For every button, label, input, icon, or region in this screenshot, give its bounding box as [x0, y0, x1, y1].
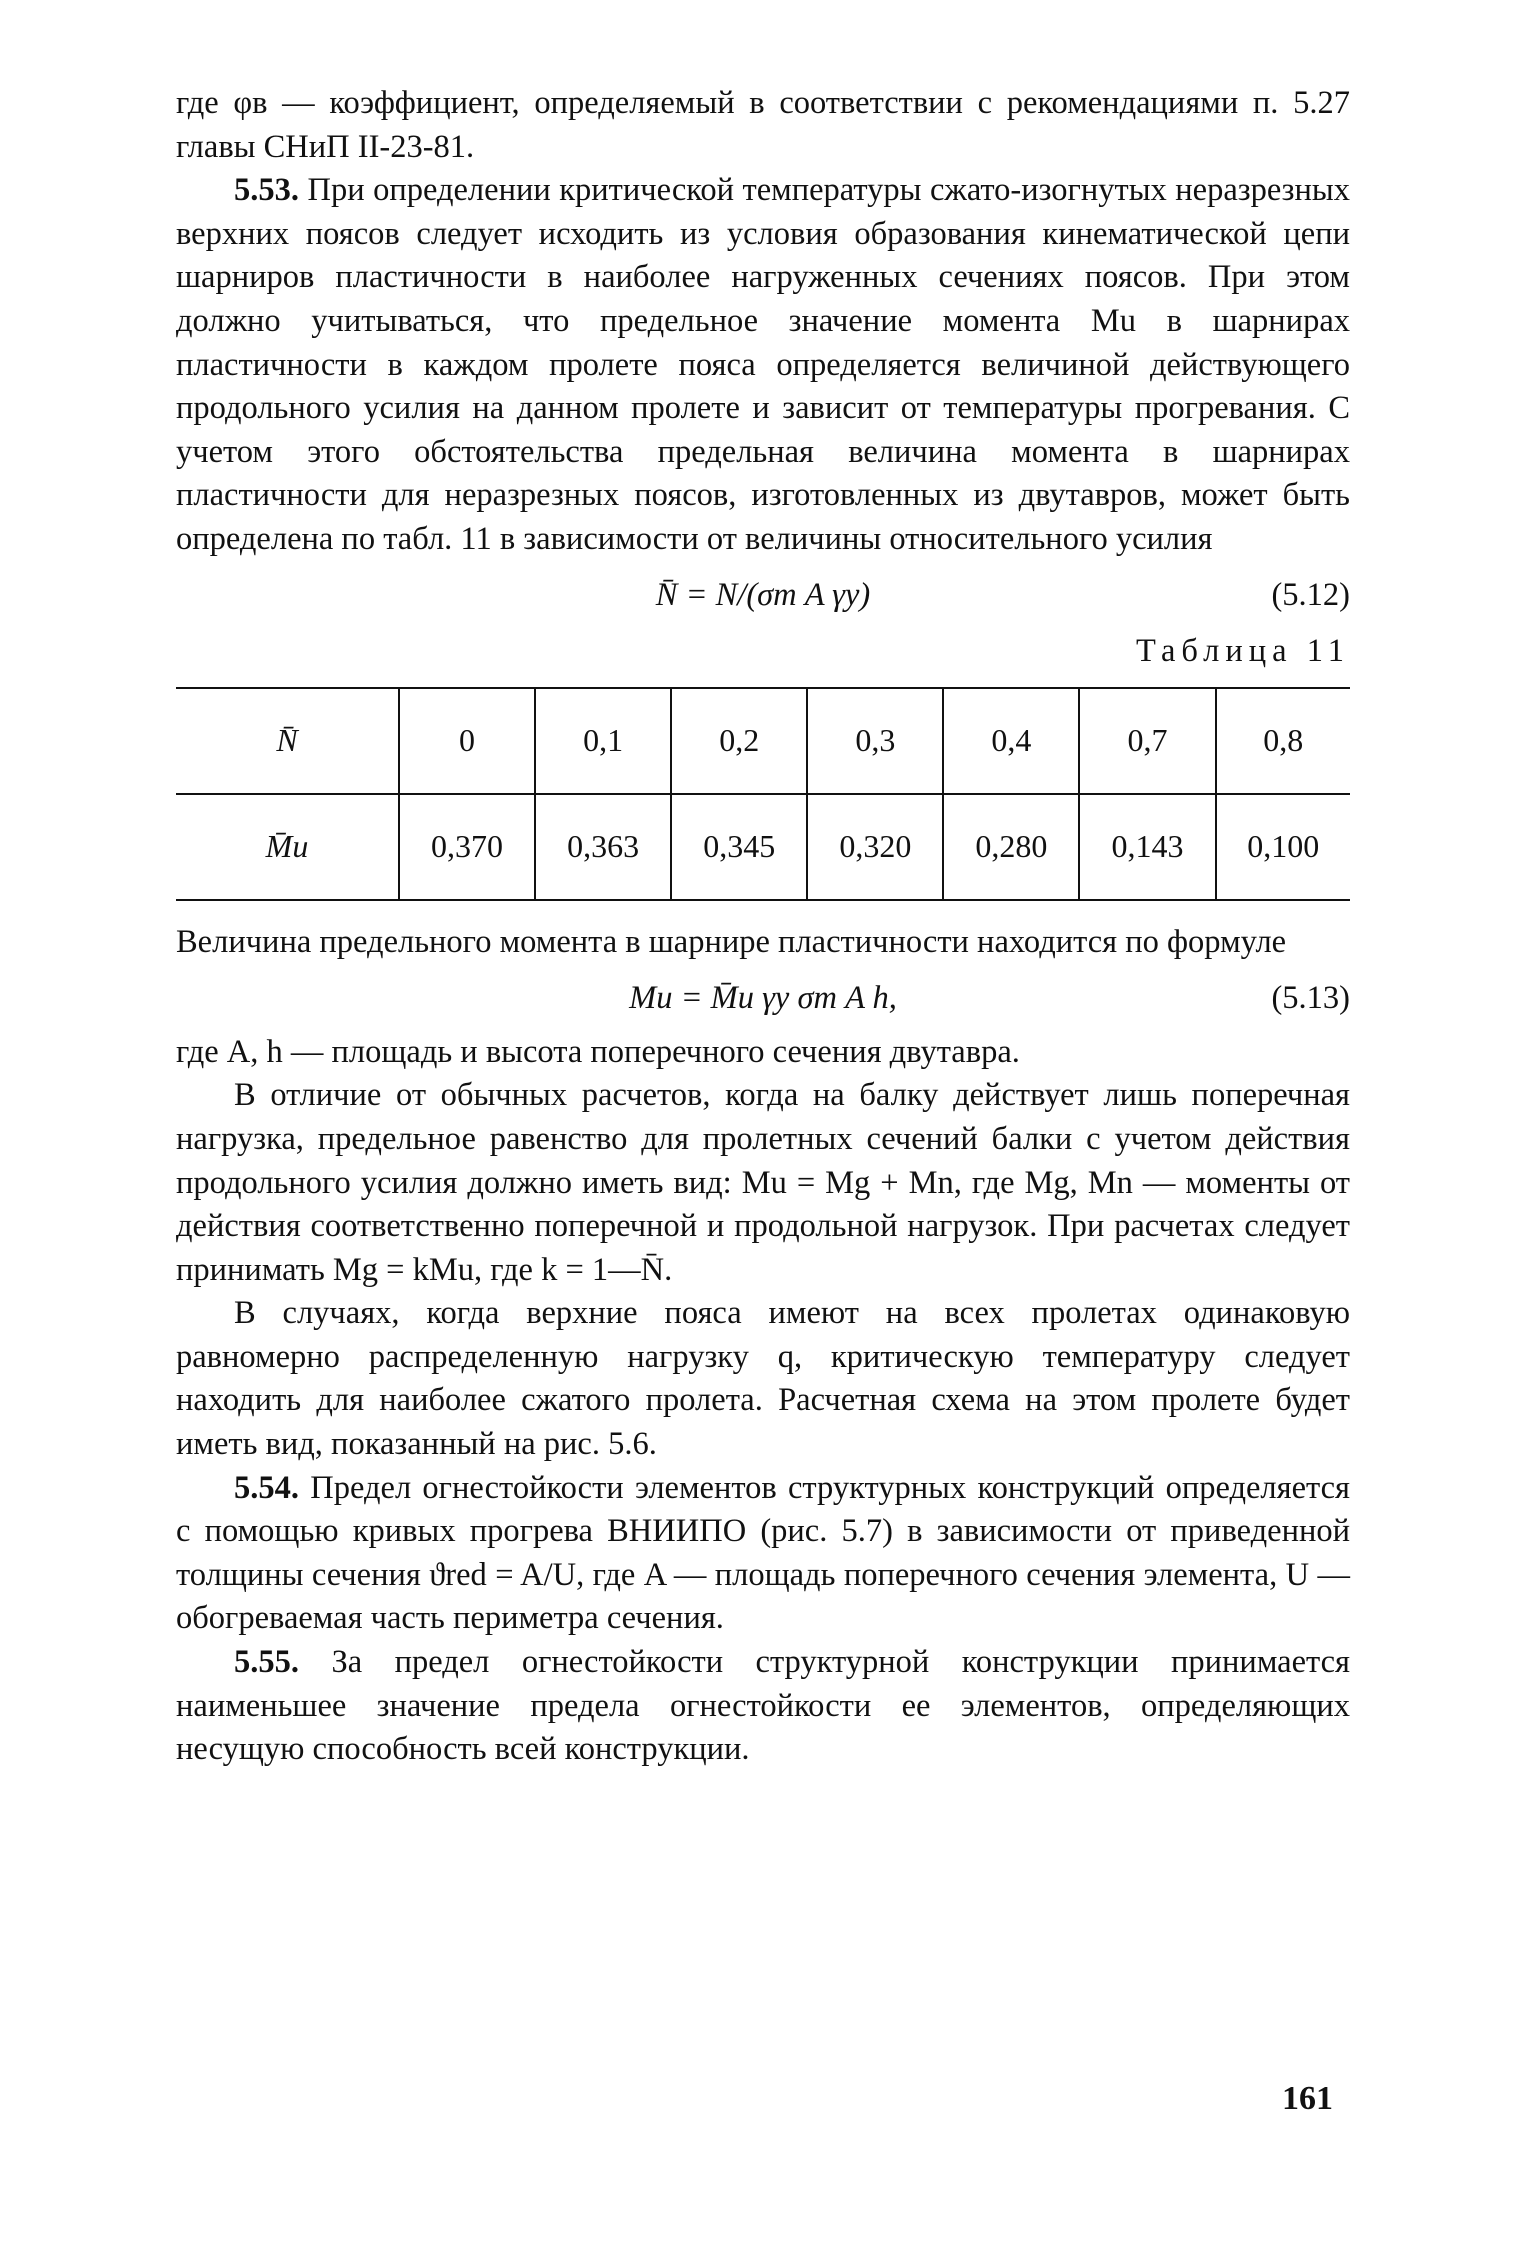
table-cell: 0,100: [1216, 794, 1350, 900]
table-cell: 0,345: [671, 794, 807, 900]
section-text: При определении критической температуры сжато-изогнутых неразрезных верхних поясов следует исходить из условия образования кинематической цепи шарниров пластичности в наиболее нагруженных сечениях поясов. При этом должно учитываться, что предельное значение момента Mu в шарнирах пластичности в каждом пролете пояса определяется величиной действующего продольного усилия на данном пролете и зависит от температуры прогревания. С учетом этого обстоятельства предельная величина момента в шарнирах пластичности для неразрезных поясов, изготовленных из двутавров, может быть определена по табл. 11 в зависимости от величины относительного усилия: [176, 172, 1351, 557]
row-label-mu: M̄u: [265, 828, 309, 865]
section-number: 5.55.: [234, 1644, 299, 1681]
section-number: 5.53.: [234, 172, 299, 209]
table-cell: 0,1: [535, 688, 671, 794]
page-number: 161: [1282, 2080, 1333, 2117]
table-row: [176, 688, 1350, 794]
section-5-54: [176, 1467, 1350, 1641]
table-cell: 0,320: [807, 794, 943, 900]
moment-paragraph: Величина предельного момента в шарнире пластичности находится по формуле: [176, 924, 1287, 961]
table-cell: 0: [399, 688, 535, 794]
row-label-n: N̄: [176, 688, 399, 794]
equation-body: Mu = M̄u γy σт A h,: [629, 979, 897, 1016]
table-cell: 0,143: [1079, 794, 1215, 900]
document-page: [176, 82, 1350, 1772]
equation-number: (5.12): [1271, 576, 1350, 613]
table-cell: 0,7: [1079, 688, 1215, 794]
section-number: 5.54.: [234, 1469, 299, 1506]
table-cell: 0,370: [399, 794, 535, 900]
table-11: [176, 687, 1350, 901]
table-cell: 0,4: [943, 688, 1079, 794]
table-caption: Таблица 11: [1135, 632, 1350, 669]
table-cell: 0,280: [943, 794, 1079, 900]
equation-number: (5.13): [1271, 979, 1350, 1016]
table-cell: 0,2: [671, 688, 807, 794]
equation-5-13: [176, 977, 1350, 1025]
where-paragraph: где A, h — площадь и высота поперечного сечения двутавра.: [176, 1033, 1020, 1070]
section-5-55: [176, 1641, 1350, 1772]
section-5-53: [176, 169, 1350, 561]
section-text: За предел огнестойкости структурной конструкции принимается наименьшее значение предела огнестойкости ее элементов, определяющих несущую способность всей конструкции.: [176, 1644, 1350, 1768]
equation-5-12: [176, 574, 1350, 622]
intro-paragraph: где φв — коэффициент, определяемый в соответствии с рекомендациями п. 5.27 главы СНиП II-23-81.: [176, 85, 1350, 165]
section-text: Предел огнестойкости элементов структурных конструкций определяется с помощью кривых прогрева ВНИИПО (рис. 5.7) в зависимости от приведенной толщины сечения ϑred = A/U, где A — площадь поперечного сечения элемента, U — обогреваемая часть периметра сечения.: [176, 1469, 1350, 1637]
table-cell: 0,8: [1216, 688, 1350, 794]
table-cell: 0,363: [535, 794, 671, 900]
table-cell: 0,3: [807, 688, 943, 794]
table-row: [176, 794, 1350, 900]
difference-paragraph: В отличие от обычных расчетов, когда на балку действует лишь поперечная нагрузка, предельное равенство для пролетных сечений балки с учетом действия продольного усилия должно иметь вид: Mu = Mg + Mn, где Mg, Mn — моменты от действия соответственно поперечной и продольной нагрузок. При расчетах следует принимать Mg = kMu, где k = 1—N̄.: [176, 1077, 1350, 1288]
equation-body: N̄ = N/(σт A γy): [655, 576, 871, 613]
cases-paragraph: В случаях, когда верхние пояса имеют на всех пролетах одинаковую равномерно распределенную нагрузку q, критическую температуру следует находить для наиболее сжатого пролета. Расчетная схема на этом пролете будет иметь вид, показанный на рис. 5.6.: [176, 1295, 1350, 1463]
